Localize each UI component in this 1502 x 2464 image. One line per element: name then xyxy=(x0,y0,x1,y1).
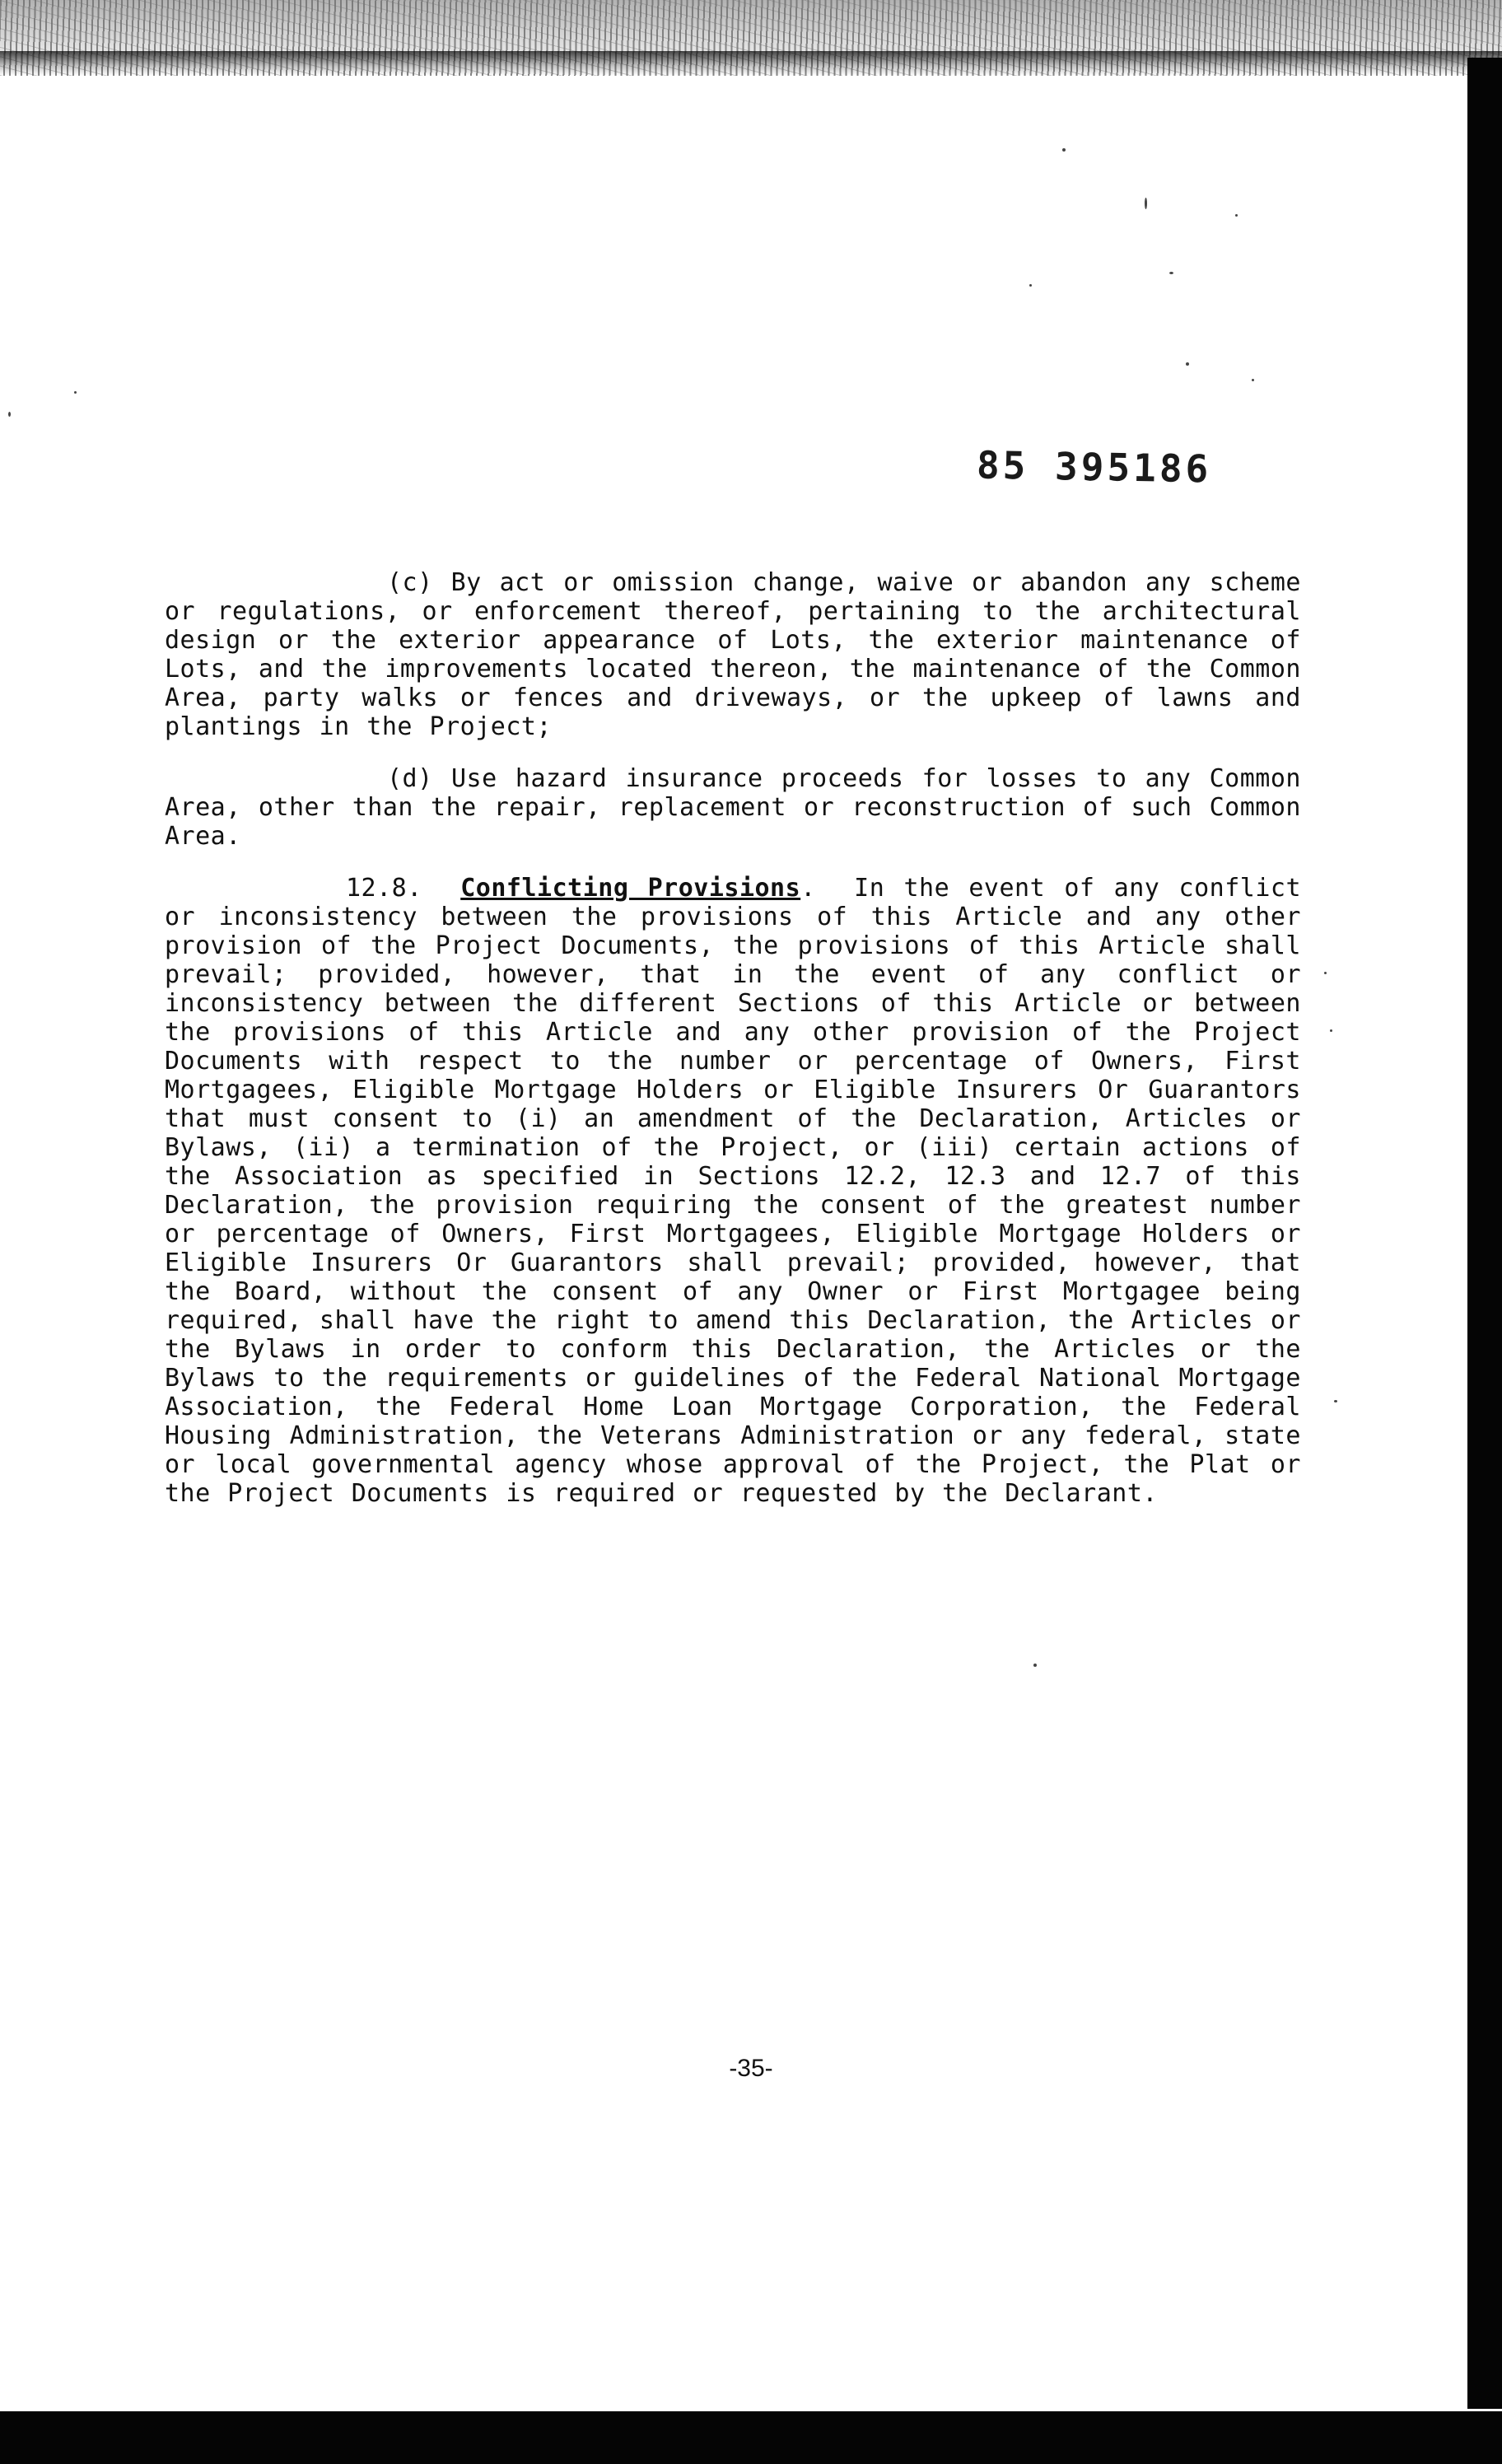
section-12-8: 12.8. Conflicting Provisions. In the event of any conflict or inconsistency between the provisions of this Article and any other provision of the Project Documents, the provisions of this Article shall prevail; provided, however, that in the event of any conflict or inconsistency between the different Sections of this Article or between the provisions of this Article and any other provision of the Project Documents with respect to the number or percentage of Owners, First Mortgagees, Eligible Mortgage Holders or Eligible Insurers Or Guarantors that must consent to (i) an amendment of the Declaration, Articles or Bylaws, (ii) a termination of the Project, or (iii) certain actions of the Association as specified in Sections 12.2, 12.3 and 12.7 of this Declaration, the provision requiring the consent of the greatest number or percentage of Owners, First Mortgagees, Eligible Mortgage Holders or Eligible Insurers Or Guarantors shall prevail; provided, however, that the Board, without the consent of any Owner or First Mortgagee being required, shall have the right to amend this Declaration, the Articles or the Bylaws in order to conform this Declaration, the Articles or the Bylaws to the requirements or guidelines of the Federal National Mortgage Association, the Federal Home Loan Mortgage Corporation, the Federal Housing Administration, the Veterans Administration or any federal, state or local governmental agency whose approval of the Project, the Plat or the Project Documents is required or requested by the Declarant. xyxy=(165,874,1302,1508)
scan-speck xyxy=(1324,972,1327,974)
scan-speck xyxy=(1186,362,1189,366)
scan-speck xyxy=(1169,272,1173,274)
paragraph-c-text: (c) By act or omission change, waive or abandon any scheme or regulations, or enforcement thereof, pertaining to the architectural design or the exterior appearance of Lots, the exterior maintenance of Lots, and the improvements located thereon, the maintenance of the Common Area, party walks or fences and driveways, or the upkeep of lawns and plantings in the Project; xyxy=(165,568,1301,741)
scan-speck xyxy=(1235,214,1238,217)
paragraph-d xyxy=(165,764,1301,851)
scan-speck xyxy=(1334,1400,1337,1402)
scan-speck xyxy=(1029,284,1032,287)
scan-edge-top xyxy=(0,51,1502,76)
scan-speck xyxy=(1033,1664,1037,1667)
scan-speck xyxy=(1062,148,1066,152)
section-body-text: In the event of any conflict or inconsistency between the provisions of this Article and any other provision of the Project Documents, the provisions of this Article shall prevail; provided, however, that in the event of any conflict or inconsistency between the different Sections of this Article or between the provisions of this Article and any other provision of the Project Documents with respect to the number or percentage of Owners, First Mortgagees, Eligible Mortgage Holders or Eligible Insurers Or Guarantors that must consent to (i) an amendment of the Declaration, Articles or Bylaws, (ii) a termination of the Project, or (iii) certain actions of the Association as specified in Sections 12.2, 12.3 and 12.7 of this Declaration, the provision requiring the consent of the greatest number or percentage of Owners, First Mortgagees, Eligible Mortgage Holders or Eligible Insurers Or Guarantors shall prevail; provided, however, that the Board, without the consent of any Owner or First Mortgagee being required, shall have the right to amend this Declaration, the Articles or the Bylaws in order to conform this Declaration, the Articles or the Bylaws to the requirements or guidelines of the Federal National Mortgage Association, the Federal Home Loan Mortgage Corporation, the Federal Housing Administration, the Veterans Administration or any federal, state or local governmental agency whose approval of the Project, the Plat or the Project Documents is required or requested by the Declarant. xyxy=(165,874,1302,1508)
page-number: -35- xyxy=(729,2055,773,2082)
document-stamp-number: 85 395186 xyxy=(976,442,1212,492)
section-heading: Conflicting Provisions xyxy=(460,874,801,903)
scan-speck xyxy=(1330,1029,1332,1032)
paragraph-d-text: (d) Use hazard insurance proceeds for losses to any Common Area, other than the repair, replacement or reconstruction of such Common Area. xyxy=(165,764,1301,851)
scan-speck xyxy=(74,391,77,394)
scan-speck xyxy=(1252,379,1254,381)
scan-speck xyxy=(8,412,11,417)
scan-speck xyxy=(1145,198,1147,209)
scan-edge-bottom xyxy=(0,2411,1502,2464)
section-number: 12.8. xyxy=(346,874,422,903)
paragraph-c xyxy=(165,568,1301,741)
